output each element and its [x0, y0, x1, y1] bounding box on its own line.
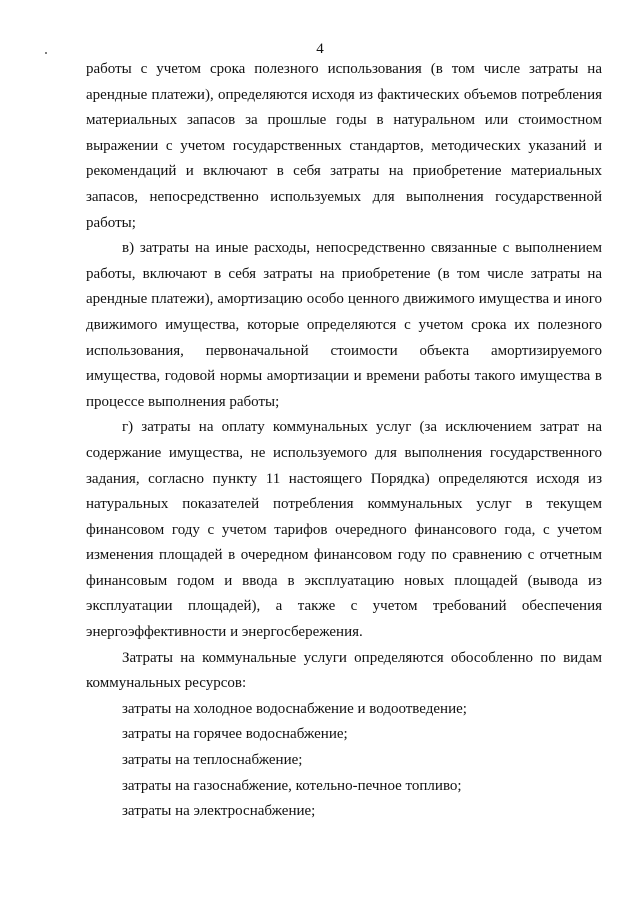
list-item: затраты на горячее водоснабжение;	[122, 726, 348, 743]
paragraph-continuation: работы с учетом срока полезного использования (в том числе затраты на арендные платежи), определяются исходя из фактических объемов потребления материальных запасов за прошлые годы в натуральном или стоимостном выражении с учетом государственных стандартов, методических указаний и рекомендаций и включают в себя затраты на приобретение материальных запасов, непосредственно используемых для выполнения государственной работы;	[86, 61, 602, 231]
list-item: затраты на газоснабжение, котельно-печное топливо;	[122, 777, 462, 794]
paragraph-utilities-intro: Затраты на коммунальные услуги определяются обособленно по видам коммунальных ресурсов:	[86, 649, 602, 692]
body-text	[86, 57, 602, 825]
list-item: затраты на теплоснабжение;	[122, 752, 303, 769]
paragraph-item-g: г) затраты на оплату коммунальных услуг (за исключением затрат на содержание имущества, не используемого для выполнения государственного задания, согласно пункту 11 настоящего Порядка) определяются исходя из натуральных показателей потребления коммунальных услуг в текущем финансовом году с учетом тарифов очередного финансового года, с учетом изменения площадей в очередном финансовом году по сравнению с отчетным финансовым годом и ввода в эксплуатацию новых площадей (вывода из эксплуатации площадей), а также с учетом требований обеспечения энергоэффективности и энергосбережения.	[86, 419, 602, 641]
list-item: затраты на электроснабжение;	[122, 803, 316, 820]
page-number: 4	[316, 41, 324, 57]
paragraph-item-v: в) затраты на иные расходы, непосредственно связанные с выполнением работы, включают в себя затраты на приобретение (в том числе затраты на арендные платежи), амортизацию особо ценного движимого имущества и иного движимого имущества, которые определяются с учетом срока их полезного использования, первоначальной стоимости объекта амортизируемого имущества, годовой нормы амортизации и времени работы такого имущества в процессе выполнения работы;	[86, 240, 602, 410]
list-item: затраты на холодное водоснабжение и водоотведение;	[122, 700, 467, 717]
